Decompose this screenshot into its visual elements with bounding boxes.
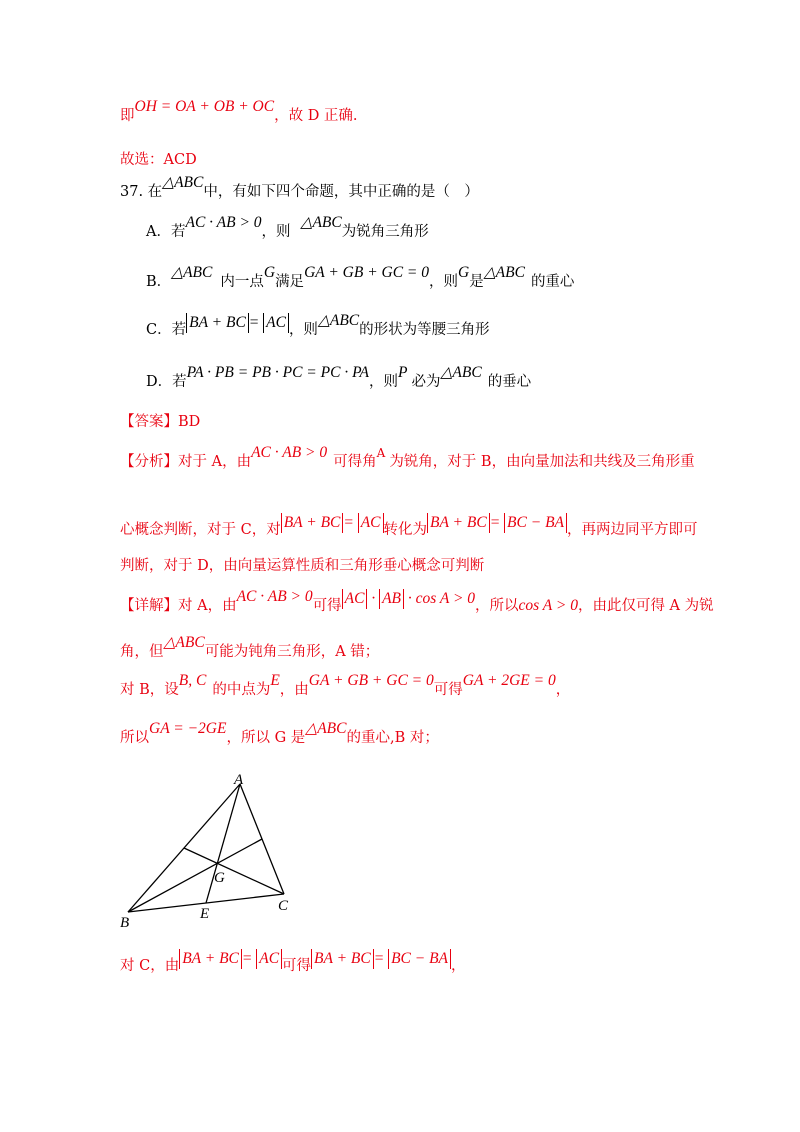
text: 对 C，由 [120, 958, 180, 974]
text: 在 [147, 184, 163, 200]
text: 可得 [312, 598, 342, 614]
analysis-label: 【分析】 [120, 454, 178, 470]
text: ，则 [261, 224, 291, 240]
text: 可得 [282, 958, 312, 974]
text: 对 A，由 [178, 598, 237, 614]
formula: △ABC [317, 312, 360, 329]
abs-formula: BC − BA [504, 513, 567, 533]
text: 是 [469, 274, 484, 290]
text: 的中点为 [212, 682, 271, 698]
formula: cos A > 0 [518, 597, 578, 614]
formula: = [343, 514, 358, 531]
option-b [146, 264, 575, 292]
formula: GA + GB + GC = 0 [308, 672, 434, 689]
formula: GA + 2GE = 0 [462, 672, 556, 689]
text: 心概念判断，对于 C，对 [120, 522, 281, 538]
text: 对于 A，由 [178, 454, 252, 470]
formula: AC · AB > 0 [185, 214, 262, 231]
option-letter: D． [146, 374, 173, 390]
formula: B, C [178, 672, 207, 689]
abs-formula: BC − BA [388, 949, 451, 969]
median-b [128, 839, 262, 912]
option-letter: C． [146, 322, 172, 338]
formula: △ABC [440, 364, 482, 381]
formula: · [367, 590, 380, 607]
label-b: B [120, 915, 130, 931]
formula: = [373, 950, 389, 967]
text: 可得 [433, 682, 463, 698]
option-letter: A． [146, 224, 171, 240]
text: 中，有如下四个命题，其中正确的是（ ） [203, 184, 479, 200]
formula: △ABC [171, 264, 213, 281]
formula: = [241, 950, 257, 967]
analysis-line-2 [120, 514, 698, 540]
detail-line-5 [120, 950, 466, 976]
formula: △ABC [300, 214, 342, 231]
abs-formula: BA + BC [186, 313, 249, 333]
text: ，所以 [475, 598, 519, 614]
detail-line-2 [120, 634, 380, 662]
label-c: C [278, 898, 289, 914]
label-e: E [200, 906, 210, 922]
detail-line-4 [120, 720, 439, 748]
text: ， [451, 958, 466, 974]
text: 若 [170, 224, 186, 240]
text: ，由 [279, 682, 309, 698]
text: 为锐角，对于 B，由向量加法和共线及三角形重 [389, 454, 695, 470]
detail-line-3 [120, 672, 571, 700]
text: 所以 [120, 730, 149, 746]
analysis-line-3: 判断，对于 D，由向量运算性质和三角形垂心概念可判断 [120, 558, 485, 574]
formula: E [270, 672, 280, 689]
text: 满足 [275, 274, 305, 290]
abs-formula: BA + BC [311, 949, 374, 969]
text: ，则 [369, 374, 399, 390]
vector-sum-formula: OH = OA + OB + OC [134, 98, 275, 115]
conclusion-line [120, 98, 358, 126]
formula: = [489, 514, 505, 531]
text: 的形状为等腰三角形 [359, 322, 490, 338]
answer-line [120, 412, 200, 432]
detail-line-1 [120, 588, 714, 616]
formula: A [376, 446, 386, 460]
text: ，由此仅可得 A 为锐 [577, 598, 714, 614]
option-d [146, 364, 532, 392]
text: 为锐角三角形 [341, 224, 429, 240]
formula: P [398, 364, 408, 381]
abs-formula: BA + BC [427, 513, 490, 533]
text: 可能为钝角三角形，A 错； [204, 644, 380, 660]
label-g: G [214, 870, 225, 886]
formula: · cos A > 0 [404, 590, 476, 607]
formula: G [458, 264, 470, 281]
text: ，则 [429, 274, 459, 290]
text: 转化为 [383, 522, 428, 538]
text: 对 B，设 [120, 682, 179, 698]
formula: △ABC [305, 720, 347, 737]
formula: AC · AB > 0 [236, 588, 313, 605]
text: 可得角 [333, 454, 377, 470]
question-number: 37. [120, 184, 144, 200]
answer-label: 【答案】 [120, 414, 178, 430]
formula: GA = −2GE [149, 720, 227, 737]
abs-formula: AC [263, 313, 289, 333]
answer-value: BD [178, 414, 201, 430]
abs-formula: AC [342, 589, 368, 609]
triangle-centroid-figure [118, 772, 318, 932]
triangle-symbol: △ABC [162, 174, 204, 191]
option-letter: B． [146, 274, 172, 290]
abs-formula: AC [256, 949, 282, 969]
abs-formula: AC [358, 513, 384, 533]
formula: AC · AB > 0 [251, 444, 328, 461]
option-c [146, 312, 490, 340]
abs-formula: BA + BC [179, 949, 242, 969]
detail-label: 【详解】 [120, 598, 178, 614]
abs-formula: AB [379, 589, 404, 609]
text: 角，但 [120, 644, 164, 660]
formula: GA + GB + GC = 0 [304, 264, 430, 281]
formula: △ABC [483, 264, 525, 281]
formula: PA · PB = PB · PC = PC · PA [186, 364, 370, 381]
formula: = [248, 314, 264, 331]
choice-line: 故选：ACD [120, 152, 197, 168]
formula: △ABC [163, 634, 205, 651]
analysis-line-1 [120, 444, 695, 472]
formula: G [263, 264, 276, 281]
abs-formula: BA + BC [281, 513, 344, 533]
text: ，所以 G 是 [226, 730, 306, 746]
text: 必为 [411, 374, 441, 390]
text: 内一点 [220, 274, 264, 290]
option-a [146, 214, 429, 242]
text: 若 [171, 322, 187, 338]
text: ，故 D 正确. [274, 108, 358, 124]
text: ，再两边同平方即可 [567, 522, 698, 538]
text: 若 [172, 374, 187, 390]
text: 即 [120, 108, 135, 124]
question-stem [120, 174, 479, 202]
text: ，则 [288, 322, 318, 338]
text: 的重心,B 对； [346, 730, 439, 746]
label-a: A [234, 772, 244, 788]
text: ， [555, 682, 571, 698]
text: 的重心 [530, 274, 575, 290]
text: 的垂心 [487, 374, 532, 390]
